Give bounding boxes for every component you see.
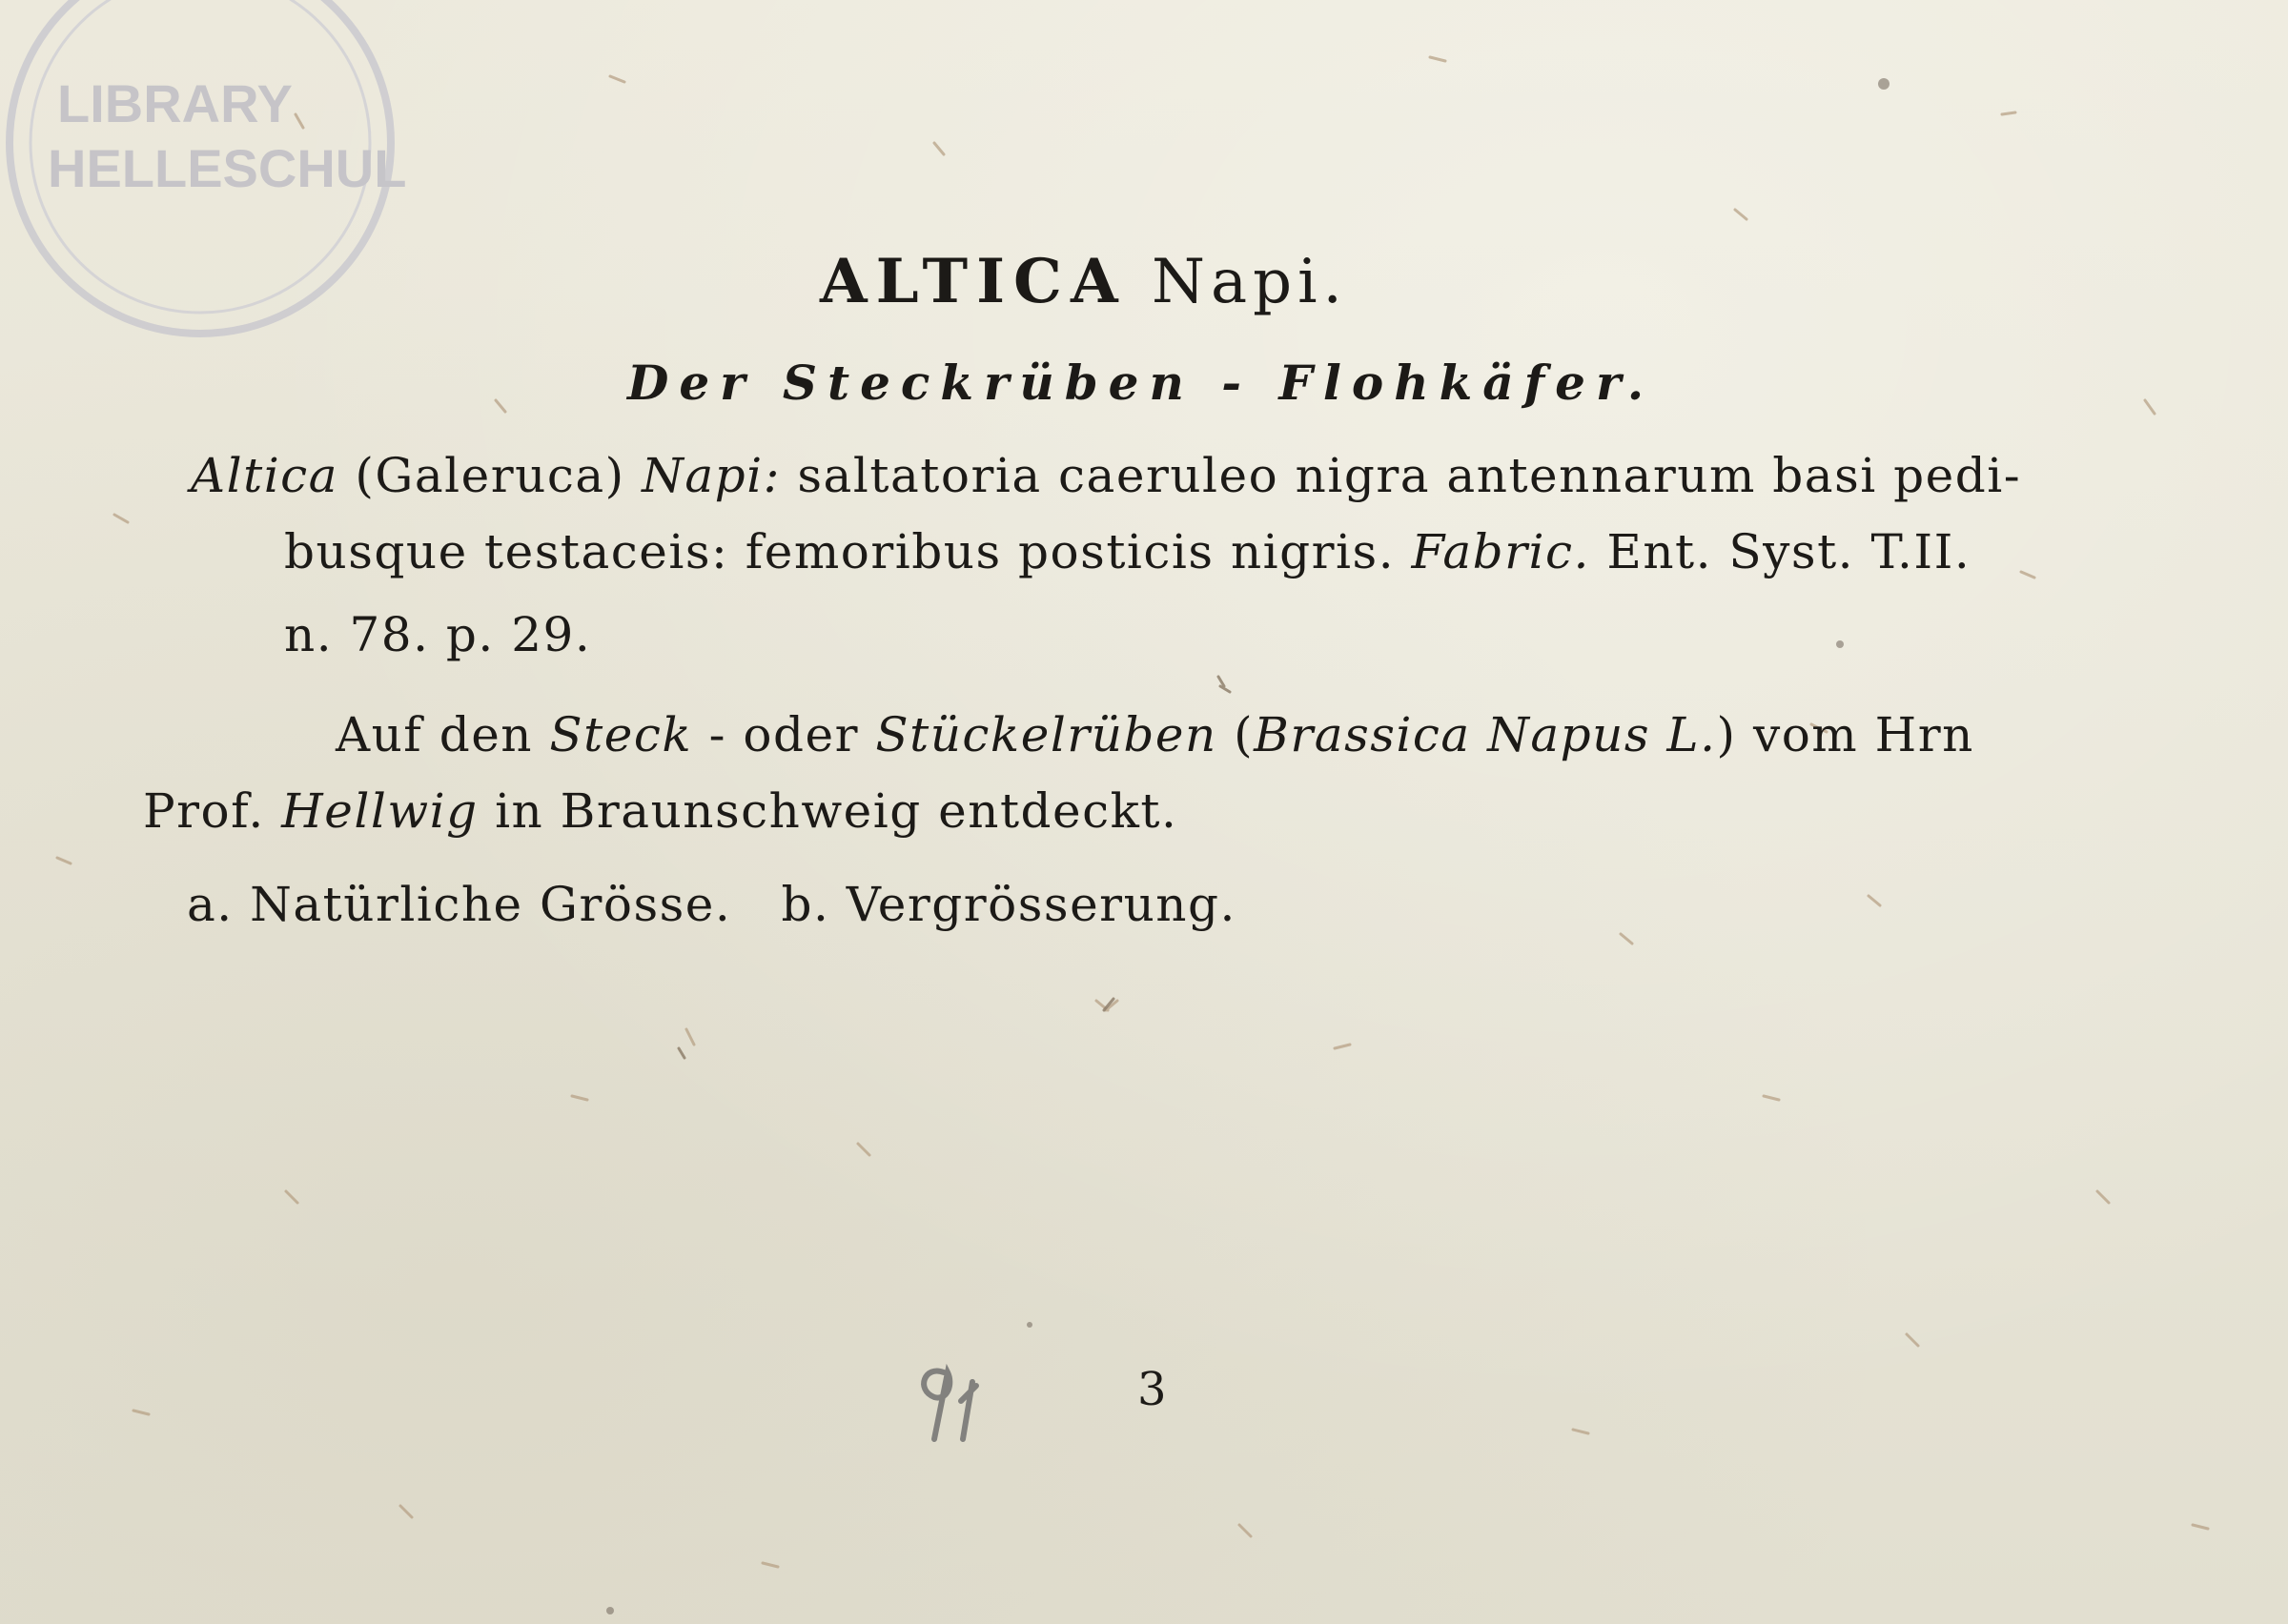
diagnosis-species: Napi: [642, 448, 781, 503]
diagnosis-text-2: busque testaceis: femoribus posticis nigris. [284, 524, 1396, 579]
title-species: Napi. [1151, 247, 1348, 317]
habitat-paren-close: ) [1716, 707, 1737, 762]
habitat-line-2 [143, 783, 1177, 839]
diagnosis-text-1: saltatoria caeruleo nigra antennarum basi pedi- [797, 448, 2022, 503]
habitat-hellwig: Hellwig [281, 783, 479, 839]
habitat-brassica: Brassica Napus L. [1254, 707, 1717, 762]
habitat-text-a: Auf den [336, 707, 534, 762]
habitat-line-1 [336, 707, 1974, 762]
title-genus: ALTICA [820, 246, 1127, 317]
diagnosis-line-3: n. 78. p. 29. [284, 607, 592, 662]
diagnosis-line-2 [284, 524, 1971, 579]
habitat-prof: Prof. [143, 783, 265, 839]
diagnosis-line-1 [191, 448, 2021, 503]
habitat-paren-open: ( [1234, 707, 1255, 762]
habitat-location: in Braunschweig entdeckt. [495, 783, 1178, 839]
diagnosis-genus: Altica [191, 448, 338, 503]
habitat-text-h: vom Hrn [1752, 707, 1974, 762]
figure-explanation: a. Natürliche Grösse. b. Vergrösserung. [187, 877, 1236, 932]
page-subtitle: Der Steckrüben - Flohkäfer. [627, 355, 1655, 411]
library-stamp [0, 0, 439, 353]
page-number: 3 [1137, 1363, 1167, 1416]
habitat-stueckelrueben: Stückelrüben [875, 707, 1217, 762]
habitat-steck: Steck [549, 707, 693, 762]
pencil-note [906, 1344, 1030, 1458]
stamp-line-2: HELLESCHUL [48, 138, 407, 198]
habitat-text-c: - oder [708, 707, 859, 762]
stamp-line-1: LIBRARY [57, 73, 293, 133]
diagnosis-reference: Ent. Syst. T.II. [1606, 524, 1971, 579]
page-title [820, 246, 1348, 317]
diagnosis-paren: (Galeruca) [355, 448, 625, 503]
diagnosis-author: Fabric. [1411, 524, 1590, 579]
